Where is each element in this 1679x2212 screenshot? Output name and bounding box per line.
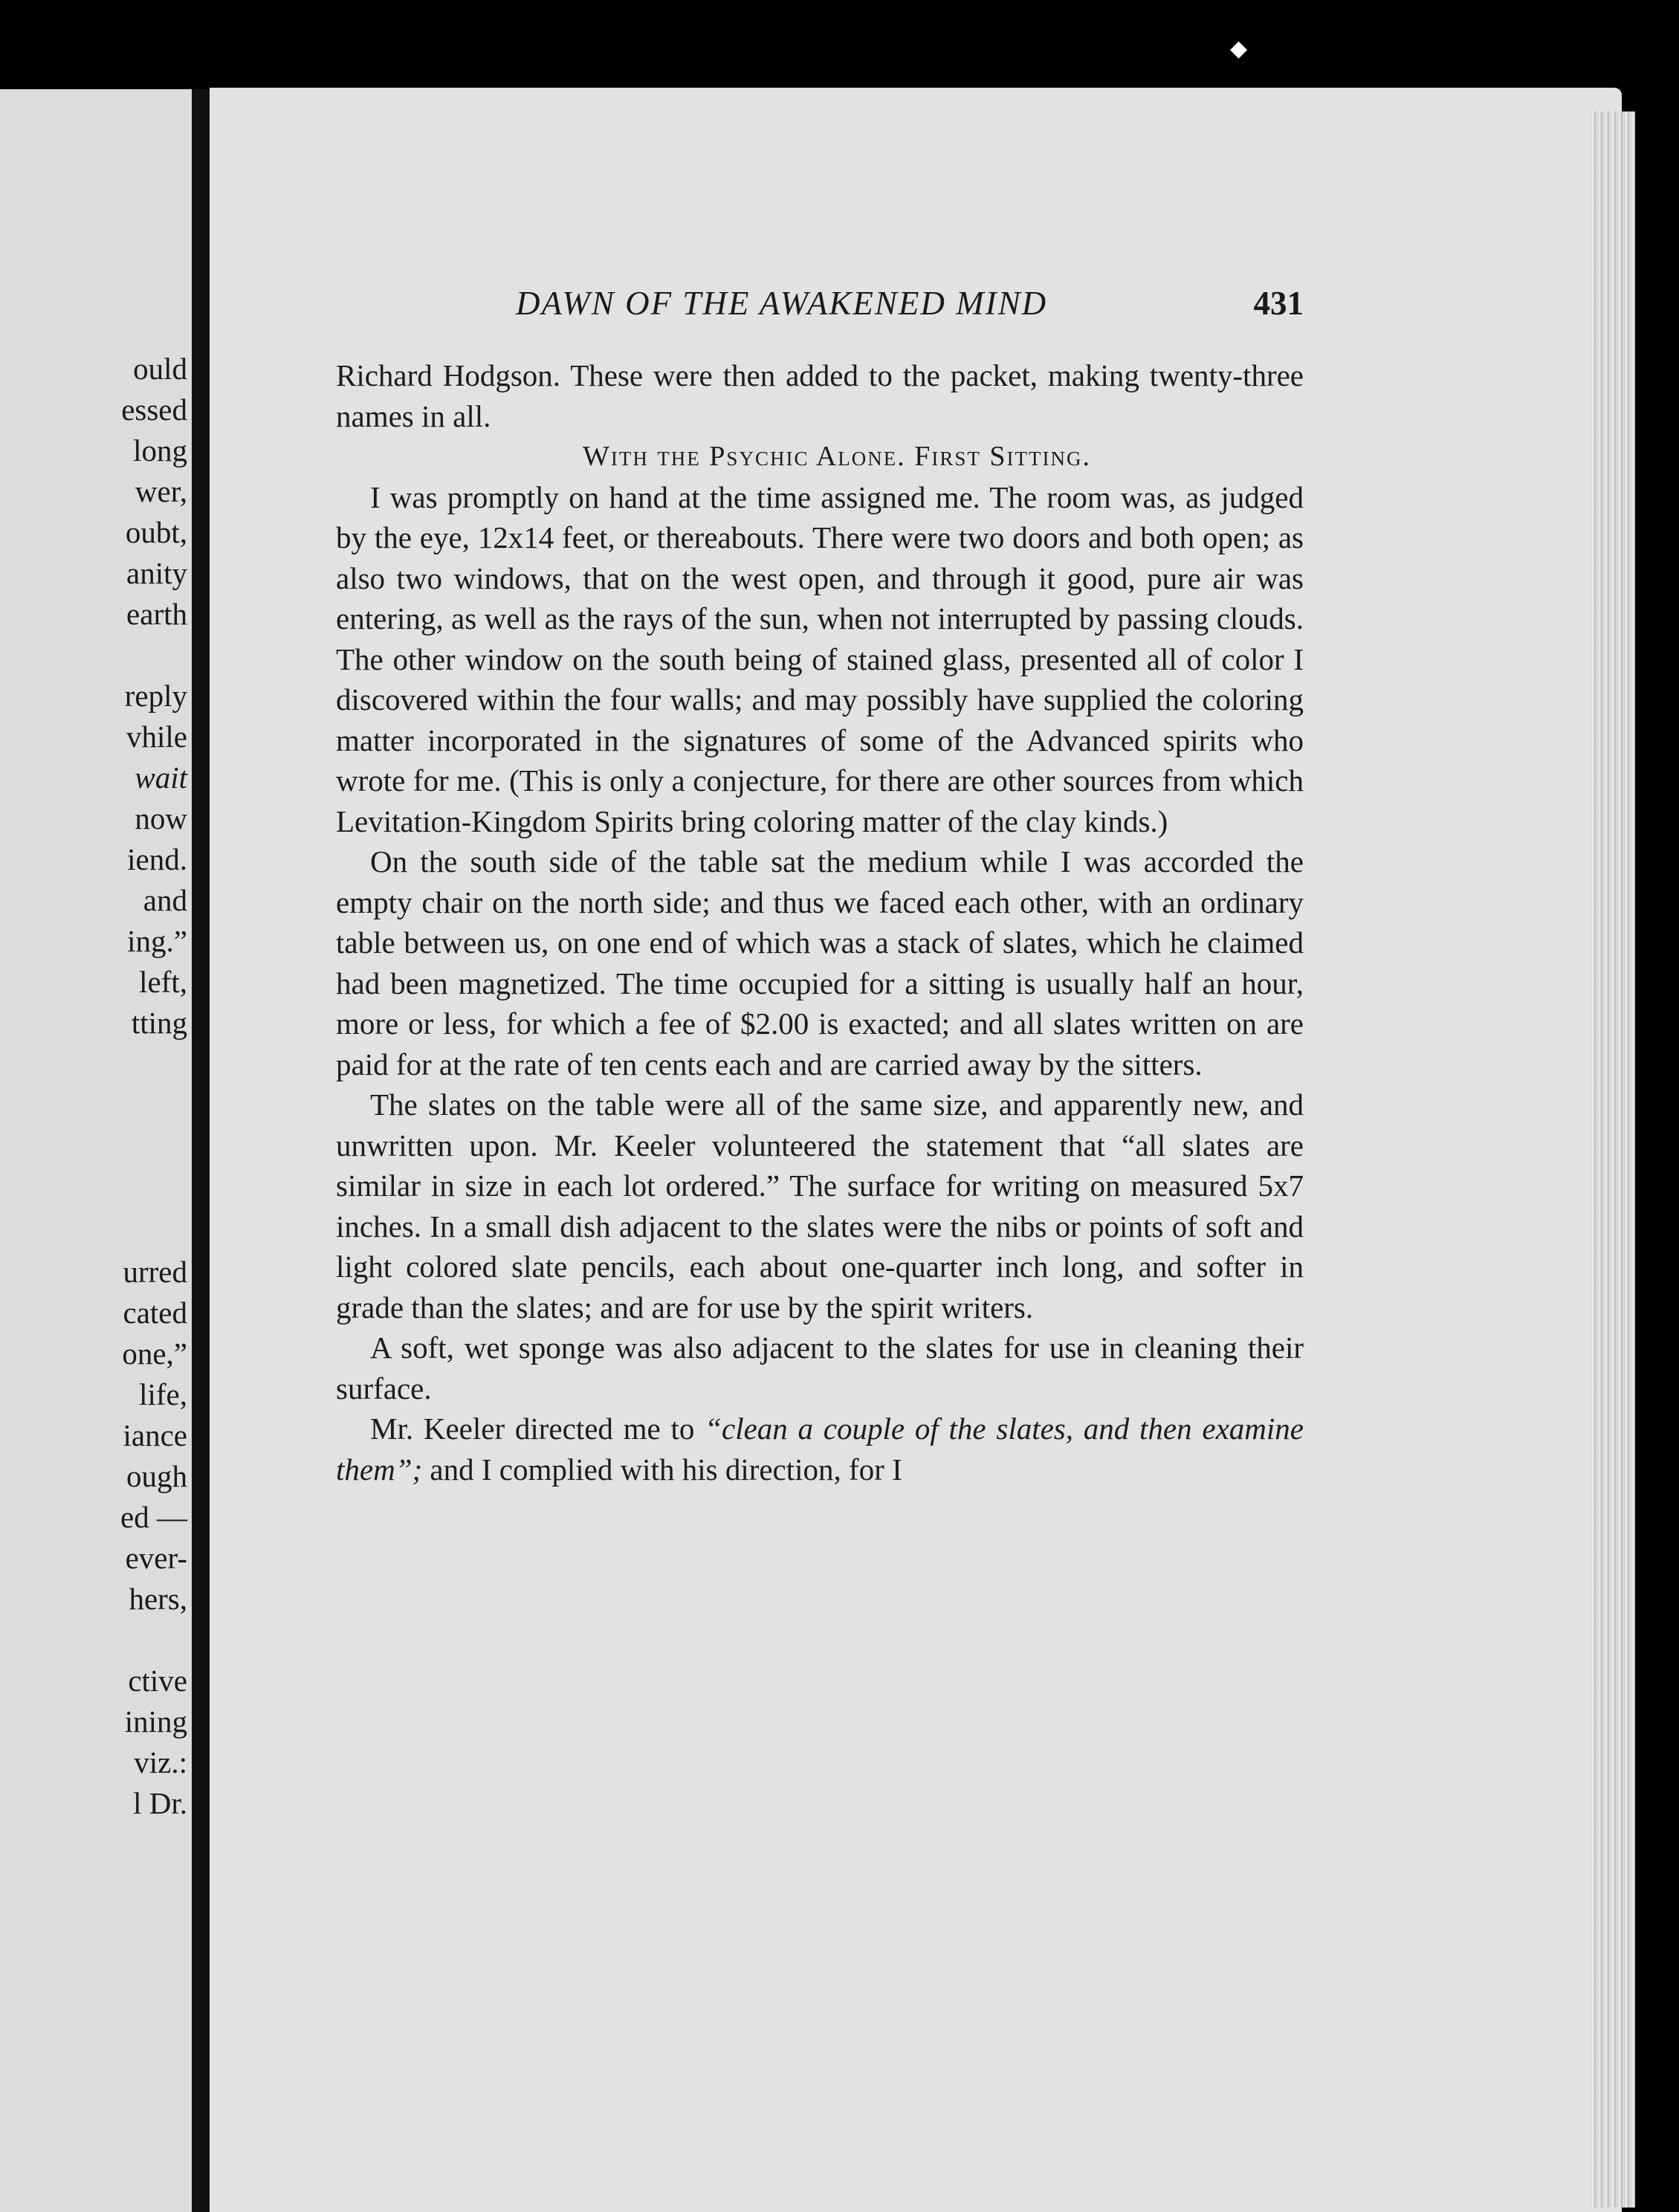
left-line: left, — [139, 965, 187, 999]
section-heading: With the Psychic Alone. First Sitting. — [582, 441, 1092, 472]
paragraph: A soft, wet sponge was also adjacent to the slates for use in cleaning their surface. — [336, 1330, 1304, 1406]
book-gutter — [192, 89, 210, 2212]
left-line: reply — [124, 679, 187, 713]
left-line: and — [143, 883, 187, 917]
left-line: vhile — [126, 719, 187, 754]
paragraph-text: Mr. Keeler directed me to — [370, 1411, 705, 1446]
left-page-fragment — [0, 89, 192, 2212]
page-header — [516, 284, 1304, 329]
paragraph-text: and I complied with his direction, for I — [422, 1452, 902, 1487]
left-line: earth — [126, 597, 187, 631]
paragraph: I was promptly on hand at the time assigned me. The room was, as judged by the eye, 12x14 feet, or thereabouts. There were two doors and both open; as also two windows, that on the west open, and through it good, pure air was entering, as well as the rays of the sun, when not interrupted by passing clouds. The other window on the south being of stained glass, presented all of color I discovered within the four walls; and may possibly have supplied the coloring matter incorporated in the signatures of some of the Advanced spirits who wrote for me. (This is only a conjecture, for there are other sources from which Levitation-Kingdom Spirits bring coloring matter of the clay kinds.) — [336, 479, 1304, 838]
page-number: 431 — [1253, 285, 1304, 322]
opening-paragraph: Richard Hodgson. These were then added to the packet, making twenty-three names in all. — [336, 358, 1304, 433]
left-line: iend. — [127, 842, 187, 876]
left-line: ctive — [128, 1663, 187, 1698]
left-line: hers, — [129, 1582, 187, 1616]
left-line: viz.: — [134, 1745, 187, 1779]
left-line: l Dr. — [133, 1786, 187, 1820]
quoted-instruction: “clean a couple of the slates, and then examine them”; — [336, 1411, 1304, 1487]
left-line: ing.” — [127, 924, 187, 958]
left-line: wait — [135, 760, 187, 795]
running-head: DAWN OF THE AWAKENED MIND — [516, 285, 1048, 322]
left-line: life, — [139, 1377, 187, 1411]
left-line: ining — [124, 1704, 187, 1739]
left-line: oubt, — [125, 515, 187, 549]
paragraph: On the south side of the table sat the medium while I was accorded the empty chair on the north side; and thus we faced each other, with an ordinary table between us, on one end of which was a stack of slates, which he claimed had been magnetized. The time occupied for a sitting is usually half an hour, more or less, for which a fee of $2.00 is exacted; and all slates written on are paid for at the rate of ten cents each and are carried away by the sitters. — [336, 844, 1304, 1081]
left-line: essed — [121, 392, 187, 427]
page-edges — [1591, 111, 1635, 2208]
left-line: tting — [131, 1006, 187, 1040]
left-line: wer, — [135, 474, 187, 508]
left-line: urred — [123, 1255, 187, 1289]
body-text — [336, 355, 1304, 1490]
left-line: one,” — [122, 1336, 187, 1371]
left-line: cated — [123, 1296, 187, 1330]
left-line: anity — [126, 556, 187, 590]
left-line: ed — — [120, 1500, 187, 1534]
left-line: ever- — [125, 1541, 187, 1575]
left-line: now — [135, 801, 187, 835]
left-line: iance — [123, 1418, 187, 1452]
paragraph: The slates on the table were all of the same size, and apparently new, and unwritten upon. Mr. Keeler volunteered the statement that “all slates are similar in size in each lot ordered.” The surface for writing on measured 5x7 inches. In a small dish adjacent to the slates were the nibs or points of soft and light colored slate pencils, each about one-quarter inch long, and softer in grade than the slates; and are for use by the spirit writers. — [336, 1087, 1304, 1325]
left-line: ough — [126, 1459, 187, 1493]
left-line: ould — [133, 352, 187, 386]
left-line: long — [133, 433, 187, 468]
paragraph — [336, 1409, 1304, 1490]
film-speck: ◆ — [1230, 36, 1248, 61]
